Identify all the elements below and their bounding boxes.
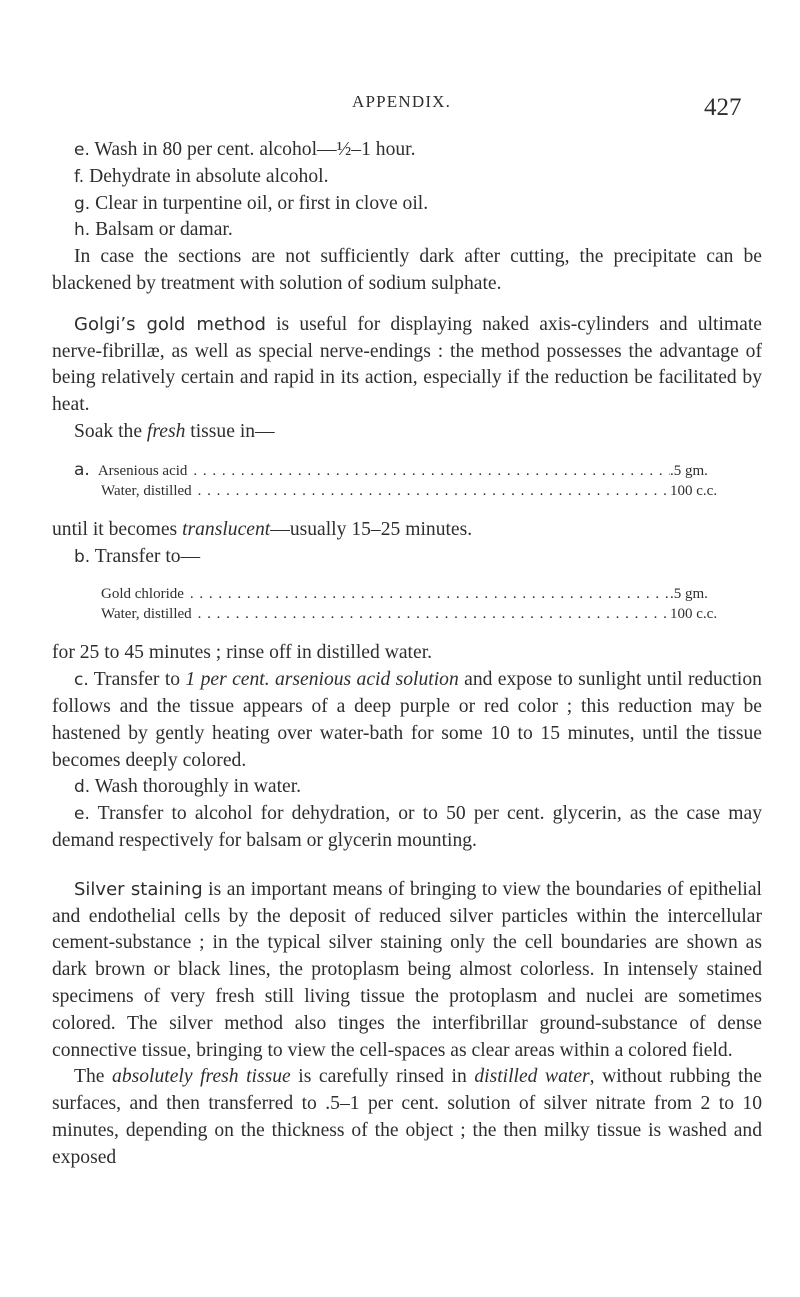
recipe-ingredient: Water, distilled — [101, 482, 192, 499]
recipe-ingredient: Arsenious acid — [97, 462, 188, 479]
step-b-label: b. — [74, 546, 91, 567]
step-g-text: Clear in turpentine oil, or first in clove oil. — [95, 192, 429, 214]
recipe-b — [101, 584, 762, 624]
page-header — [0, 88, 800, 128]
soak-line: Soak the fresh tissue in— — [74, 420, 275, 442]
recipe-amount: 100 c.c. — [670, 482, 718, 499]
step-g — [52, 191, 762, 218]
final-emphasis-2: distilled water — [474, 1066, 590, 1088]
leader-dots — [184, 584, 670, 604]
until-emphasis: translucent — [182, 518, 271, 540]
leader-dots — [192, 604, 670, 624]
step-f-text: Dehydrate in absolute alcohol. — [89, 165, 329, 187]
step-e2-text: Transfer to alcohol for dehydration, or to 50 per cent. glycerin, as the case may demand respectively for balsam or glycerin mounting. — [52, 803, 762, 851]
recipe-row — [101, 584, 762, 604]
step-d-label: d. — [74, 777, 91, 798]
step-g-label: g. — [74, 193, 91, 214]
step-b — [52, 544, 762, 571]
step-c: c. Transfer to 1 per cent. arsenious acid solution and expose to sunlight until reduction follows and the tissue appears of a deep purple or red color ; this reduction may be hastened by gently heating over water-bath for some 10 to 15 minutes, until the tissue becomes deeply colored. — [52, 669, 762, 771]
step-e2-label: e. — [74, 804, 90, 825]
running-head: APPENDIX. — [352, 92, 452, 111]
golgi-heading: Golgi’s gold method — [74, 313, 266, 335]
step-b-text: Transfer to— — [94, 545, 201, 567]
paragraph-dark-sections: In case the sections are not sufficiently dark after cutting, the precipitate can be blackened by treatment with solution of sodium sulphate. — [52, 246, 762, 294]
silver-text: is an important means of bringing to view the boundaries of epithelial and endothelial cells by the deposit of reduced silver particles within the intercellular cement-substance ; in the typical silver staining only the cell boundaries are shown as dark brown or black lines, the protoplasm being almost colorless. In intensely stained specimens of very fresh still living tissue the protoplasm and nuclei are sometimes colored. The silver method also tinges the interfibrillar ground-substance of dense connective tissue, bringing to view the cell-spaces as clear areas within a colored field. — [52, 878, 762, 1061]
step-d — [52, 774, 762, 801]
paragraph-final: The absolutely fresh tissue is carefully rinsed in distilled water, without rubbing the surfaces, and then transferred to .5–1 per cent. solution of silver nitrate from 2 to 10 minutes, depending on the thickness of the object ; the then milky tissue is washed and exposed — [52, 1066, 762, 1168]
recipe-a-label: a. — [74, 459, 90, 480]
step-f — [52, 164, 762, 191]
recipe-a — [74, 460, 762, 501]
step-f-label: f. — [74, 166, 85, 187]
step-e — [52, 137, 762, 164]
leader-dots — [187, 461, 670, 481]
step-c-emphasis: 1 per cent. arsenious acid solution — [185, 669, 459, 691]
leader-dots — [192, 481, 670, 501]
paragraph-silver — [52, 877, 762, 1065]
step-e-label: e. — [74, 140, 90, 160]
step-e-text: Wash in 80 per cent. alcohol—½–1 hour. — [94, 139, 416, 160]
recipe-row — [74, 460, 762, 481]
step-d-text: Wash thoroughly in water. — [94, 776, 302, 798]
silver-heading: Silver staining — [74, 878, 203, 900]
until-line: until it becomes translucent—usually 15–25 minutes. — [52, 518, 473, 540]
golgi-text: is useful for displaying naked axis-cylinders and ultimate nerve-fibrillæ, as well as special nerve-endings : the method possesses the advantage of being relatively certain and rapid in its action, especially if the reduction be facilitated by heat. — [52, 313, 762, 416]
recipe-amount: 100 c.c. — [670, 606, 718, 623]
step-h — [52, 217, 762, 244]
page-body — [52, 137, 762, 1172]
page-number: 427 — [704, 94, 742, 121]
after-b-line: for 25 to 45 minutes ; rinse off in distilled water. — [52, 642, 433, 664]
step-h-label: h. — [74, 220, 91, 241]
recipe-amount: .5 gm. — [670, 462, 708, 479]
final-emphasis-1: absolutely fresh tissue — [112, 1066, 291, 1088]
recipe-row — [101, 604, 762, 624]
paragraph-golgi — [52, 312, 762, 419]
recipe-row — [74, 481, 762, 501]
step-h-text: Balsam or damar. — [95, 219, 233, 241]
soak-emphasis: fresh — [146, 420, 186, 442]
recipe-ingredient: Gold chloride — [101, 586, 184, 603]
step-c-label: c. — [74, 670, 89, 691]
recipe-ingredient: Water, distilled — [101, 606, 192, 623]
recipe-amount: .5 gm. — [670, 586, 708, 603]
step-e-second — [52, 801, 762, 855]
